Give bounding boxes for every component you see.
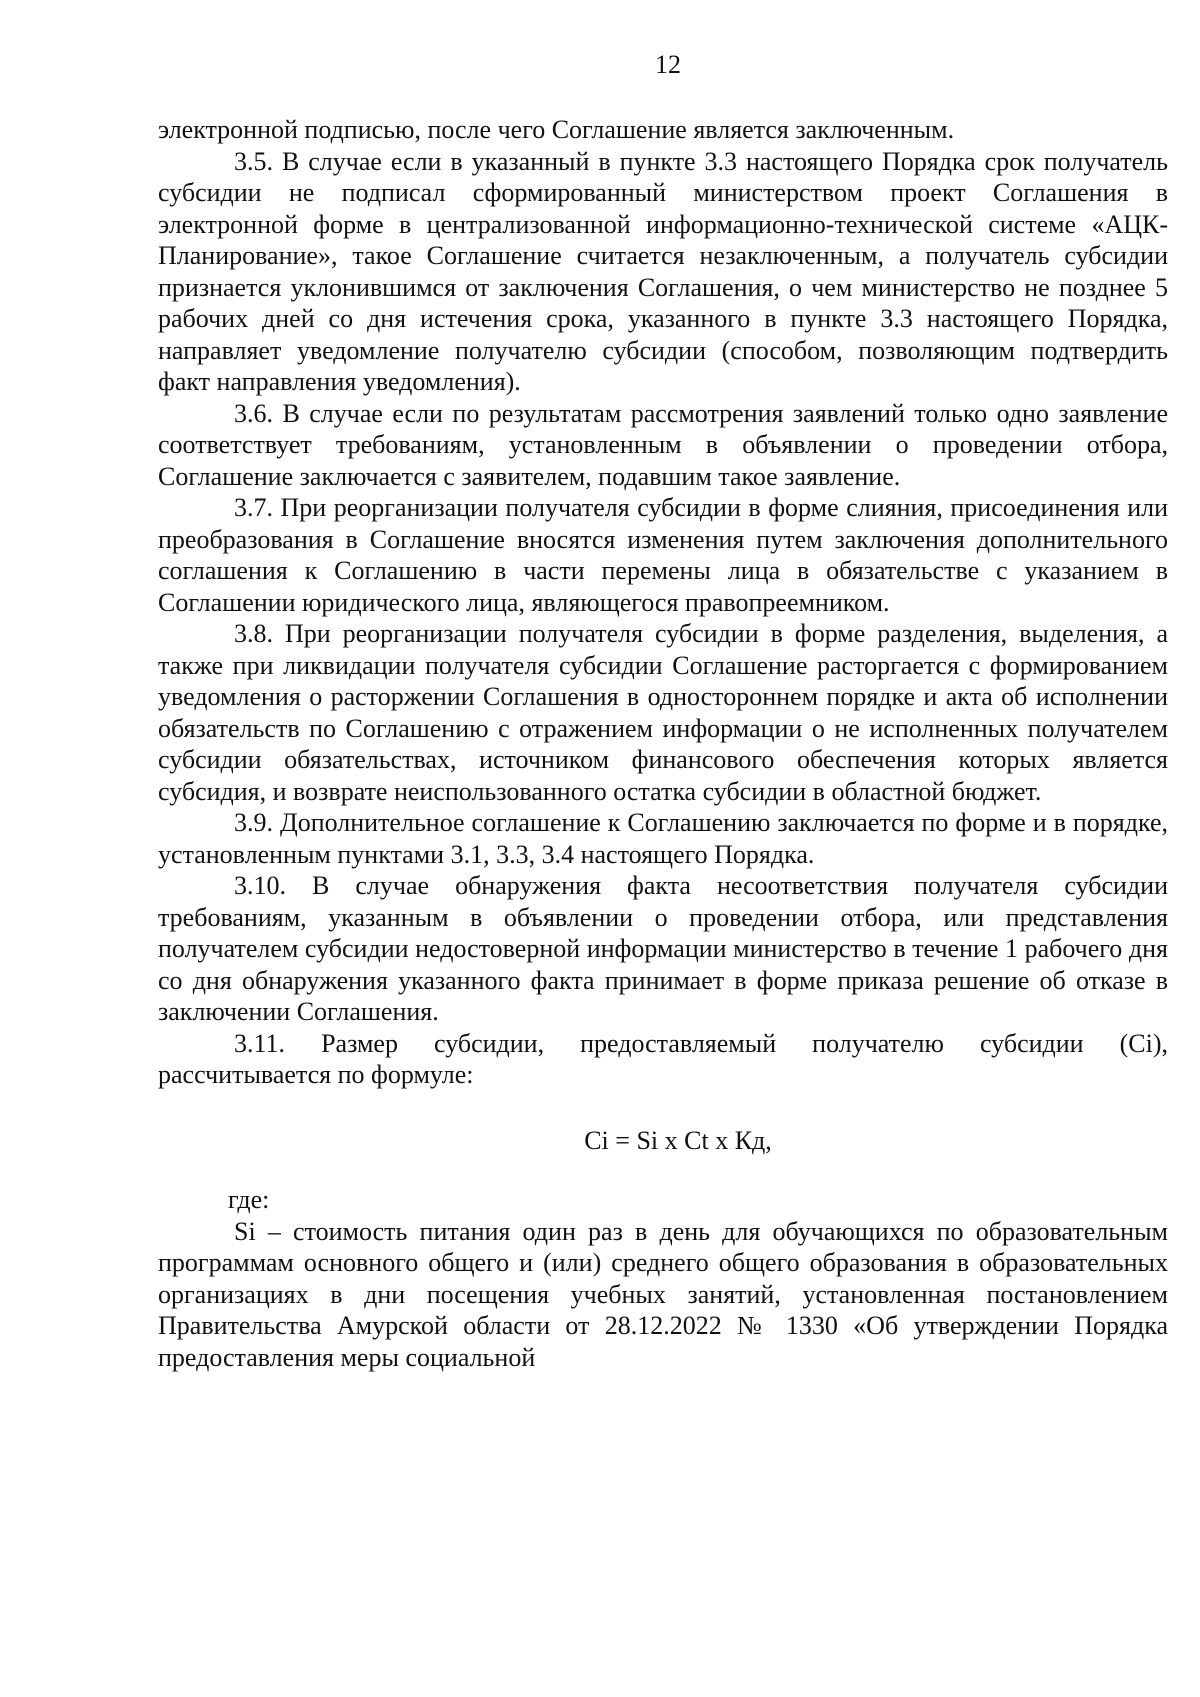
definition-si: Si – стоимость питания один раз в день для обучающихся по образовательным программам основного общего и (или) среднего общего образования в образовательных организациях в дни посещения учебных занятий, установленная постановлением Правительства Амурской области от 28.12.2022 № 1330 «Об утверждении Порядка предоставления меры социальной xyxy=(158,1216,1168,1372)
paragraph-3-10: 3.10. В случае обнаружения факта несоответствия получателя субсидии требованиям, указанным в объявлении о проведении отбора, или представления получателем субсидии недостоверной информации министерство в течение 1 рабочего дня со дня обнаружения указанного факта принимает в форме приказа решение об отказе в заключении Соглашения. xyxy=(158,871,1168,1026)
paragraph-3-11: 3.11. Размер субсидии, предоставляемый получателю субсидии (Ci), рассчитывается по формуле: xyxy=(158,1028,1168,1089)
where-label: где: xyxy=(228,1185,270,1214)
paragraph-3-9: 3.9. Дополнительное соглашение к Соглашению заключается по форме и в порядке, установленным пунктами 3.1, 3.3, 3.4 настоящего Порядка. xyxy=(158,808,1168,869)
paragraph-3-7: 3.7. При реорганизации получателя субсидии в форме слияния, присоединения или преобразования в Соглашение вносятся изменения путем заключения дополнительного соглашения к Соглашению в части перемены лица в обязательстве с указанием в Соглашении юридического лица, являющегося правопреемником. xyxy=(158,493,1168,617)
paragraph-3-5: 3.5. В случае если в указанный в пункте 3.3 настоящего Порядка срок получатель субсидии не подписал сформированный министерством проект Соглашения в электронной форме в централизованной информационно-технической системе «АЦК-Планирование», такое Соглашение считается незаключенным, а получатель субсидии признается уклонившимся от заключения Соглашения, о чем министерство не позднее 5 рабочих дней со дня истечения срока, указанного в пункте 3.3 настоящего Порядка, направляет уведомление получателю субсидии (способом, позволяющим подтвердить факт направления уведомления). xyxy=(158,146,1168,396)
paragraph-continuation: электронной подписью, после чего Соглашение является заключенным. xyxy=(158,115,955,144)
page-number: 12 xyxy=(655,50,681,79)
paragraph-3-8: 3.8. При реорганизации получателя субсидии в форме разделения, выделения, а также при ликвидации получателя субсидии Соглашение расторгается с формированием уведомления о расторжении Соглашения в одностороннем порядке и акта об исполнении обязательств по Соглашению с отражением информации о не исполненных получателем субсидии обязательствах, источником финансового обеспечения которых является субсидия, и возврате неиспользованного остатка субсидии в областной бюджет. xyxy=(158,619,1168,806)
paragraph-3-6: 3.6. В случае если по результатам рассмотрения заявлений только одно заявление соответствует требованиям, установленным в объявлении о проведении отбора, Соглашение заключается с заявителем, подавшим такое заявление. xyxy=(158,398,1168,491)
document-body xyxy=(158,114,1168,1373)
subsidy-formula: Ci = Si x Ct x Кд, xyxy=(584,1125,772,1155)
